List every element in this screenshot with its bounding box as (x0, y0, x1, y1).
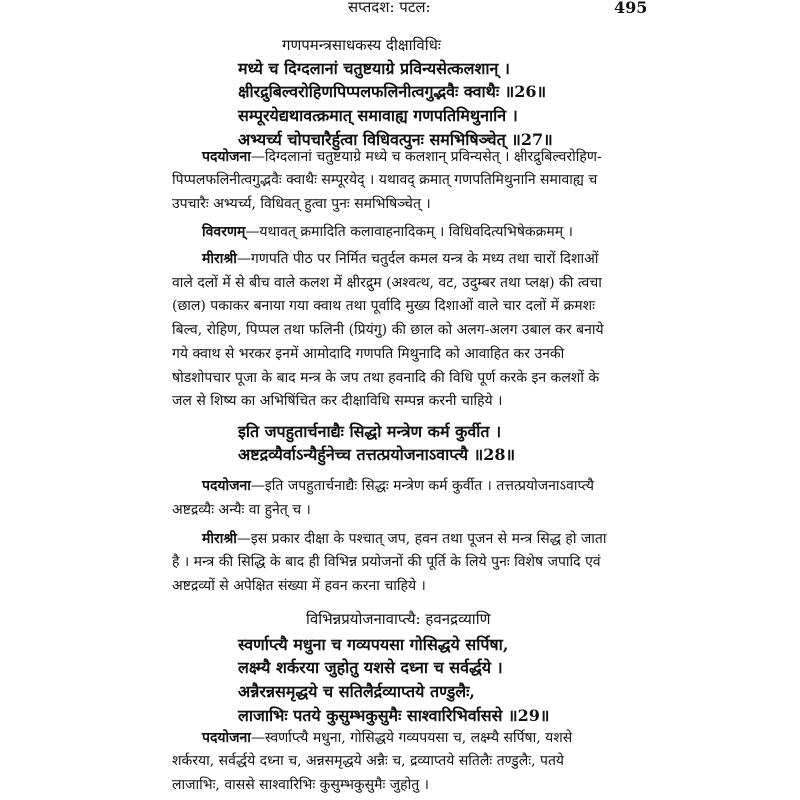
padayojana-para (202, 150, 602, 164)
mirashri-line: —इस प्रकार दीक्षा के पश्चात् जप, हवन तथा पूजन से मन्त्र सिद्ध हो जाता (236, 530, 607, 547)
mirashri-line: अष्टद्रव्यों से अपेक्षित संख्या में हवन करना चाहिये । (172, 577, 426, 594)
vivaranam-para (202, 225, 573, 239)
padayojana-line: —स्वर्णाप्त्यै मधुना, गोसिद्धये गव्यपयसा च, लक्ष्म्यै सर्पिषा, यशसे (250, 729, 573, 746)
padayojana-line: शर्करया, सर्वर्द्धये दध्ना च, अन्नसमृद्धये अन्नैः च, द्रव्याप्तये सतिलैः तण्डुलैः, पतये (172, 753, 565, 770)
mirashri-term: मीराश्री (202, 251, 237, 268)
mirashri-line: है । मन्त्र की सिद्धि के बाद ही विभिन्न प्रयोजनों की पूर्ति के लिये पुनः विशेष जपादि एवं (172, 554, 601, 571)
verse-line: लाजाभिः पतये कुसुम्भकुसुमैः साश्वारिभिर्वाससे ॥29॥ (238, 705, 550, 725)
mirashri-para (202, 532, 607, 546)
padayojana-line: —इति जपहुतार्चनाद्यैः सिद्धः मन्त्रेण कर्म कुर्वीत । तत्तत्प्रयोजनाऽवाप्त्यै (250, 478, 594, 495)
mirashri-line: बिल्व, रोहिण, पिप्पल तथा फलिनी (प्रियंगु) की छाल को अलग-अलग उबाल कर बनाये (172, 322, 604, 339)
vivaranam-term: विवरणम् (202, 223, 246, 240)
verse-line: अन्नैरन्नसमृद्धये च सतिलैर्द्रव्याप्तये तण्डुलैः, (238, 682, 475, 702)
page-number: 495 (614, 0, 648, 17)
padayojana-term: पदयोजना (202, 148, 251, 165)
section-heading: गणपमन्त्रसाधकस्य दीक्षाविधिः (282, 35, 441, 54)
padayojana-para (202, 731, 572, 745)
padayojana-para (202, 479, 594, 493)
verse-line: इति जपहुतार्चनाद्यैः सिद्धो मन्त्रेण कर्म कुर्वीत । (238, 421, 502, 441)
verse-line: अभ्यर्च्य चोपचारैर्हुत्वा विधिवत्पुनः समभिषिञ्चेत् ॥27॥ (238, 129, 553, 149)
verse-line: क्षीरद्रुबिल्वरोहिणपिप्पलफलिनीत्वगुद्भवैः क्वाथैः ॥26॥ (238, 82, 547, 102)
mirashri-line: षोडशोपचार पूजा के बाद मन्त्र के जप तथा हवनादि की विधि पूर्ण करके इन कलशों के (172, 369, 600, 386)
mirashri-para (202, 252, 598, 266)
verse-line: मध्ये च दिग्दलानां चतुष्टयाग्रे प्रविन्यसेत्कलशान् । (238, 58, 510, 78)
section-heading: विभिन्नप्रयोजनावाप्त्यै: हवनद्रव्याणि (306, 610, 491, 629)
chapter-title: सप्तदश: पटल: (348, 0, 431, 16)
mirashri-line: —गणपति पीठ पर निर्मित चतुर्दल कमल यन्त्र के मध्य तथा चारों दिशाओं (236, 251, 599, 268)
verse-line: स्वर्णाप्त्यै मधुना च गव्यपयसा गोसिद्धये सर्पिषा, (238, 634, 509, 654)
vivaranam-text: —यथावत् क्रमादिति कलावाहनादिकम् । विधिवदित्यभिषेकक्रमम् । (245, 223, 573, 240)
padayojana-line: पिप्पलफलिनीत्वगुद्भवैः क्वाथैः सम्पूरयेद् । यथावद् क्रमात् गणपतिमिथुनानि समावाह्य च (172, 172, 598, 189)
verse-line: लक्ष्म्यै शर्करया जुहोतु यशसे दध्ना च सर्वर्द्धये । (238, 658, 503, 678)
padayojana-line: लाजाभिः, वाससे साश्वारिभिः कुसुम्भकुसुमैः जुहोतु । (172, 777, 429, 793)
mirashri-line: जल से शिष्य का अभिषिंचित कर दीक्षाविधि सम्पन्न करनी चाहिये । (172, 393, 503, 410)
mirashri-line: (छाल) पकाकर बनाया गया क्वाथ तथा पूर्वादि मुख्य दिशाओं वाले चार दलों में क्रमशः (172, 298, 595, 315)
padayojana-line: उपचारैः अभ्यर्च्य, विधिवत् हुत्वा पुनः समभिषिञ्चेत् । (172, 196, 431, 213)
mirashri-line: गये क्वाथ से भरकर इनमें आमोदादि गणपति मिथुनादि को आवाहित कर उनकी (172, 345, 565, 362)
mirashri-term: मीराश्री (202, 530, 237, 547)
verse-line: अष्टद्रव्यैर्वाऽन्यैर्हुनेच्च तत्तत्प्रयोजनाऽवाप्त्यै ॥28॥ (238, 445, 516, 465)
verse-line: सम्पूरयेद्यथावत्क्रमात् समावाह्य गणपतिमिथुनानि । (238, 106, 518, 126)
padayojana-term: पदयोजना (202, 478, 251, 495)
mirashri-line: वाले दलों में से बीच वाले कलश में क्षीरद्रुम (अश्वत्थ, वट, उदुम्बर तथा प्लक्ष) की त्वचा (172, 274, 602, 291)
padayojana-line: —दिग्दलानां चतुष्टयाग्रे मध्ये च कलशान् प्रविन्यसेत् । क्षीरद्रुबिल्वरोहिण- (250, 148, 602, 165)
padayojana-line: अष्टद्रव्यैः अन्यैः वा हुनेत् च । (172, 502, 311, 519)
padayojana-term: पदयोजना (202, 729, 251, 746)
